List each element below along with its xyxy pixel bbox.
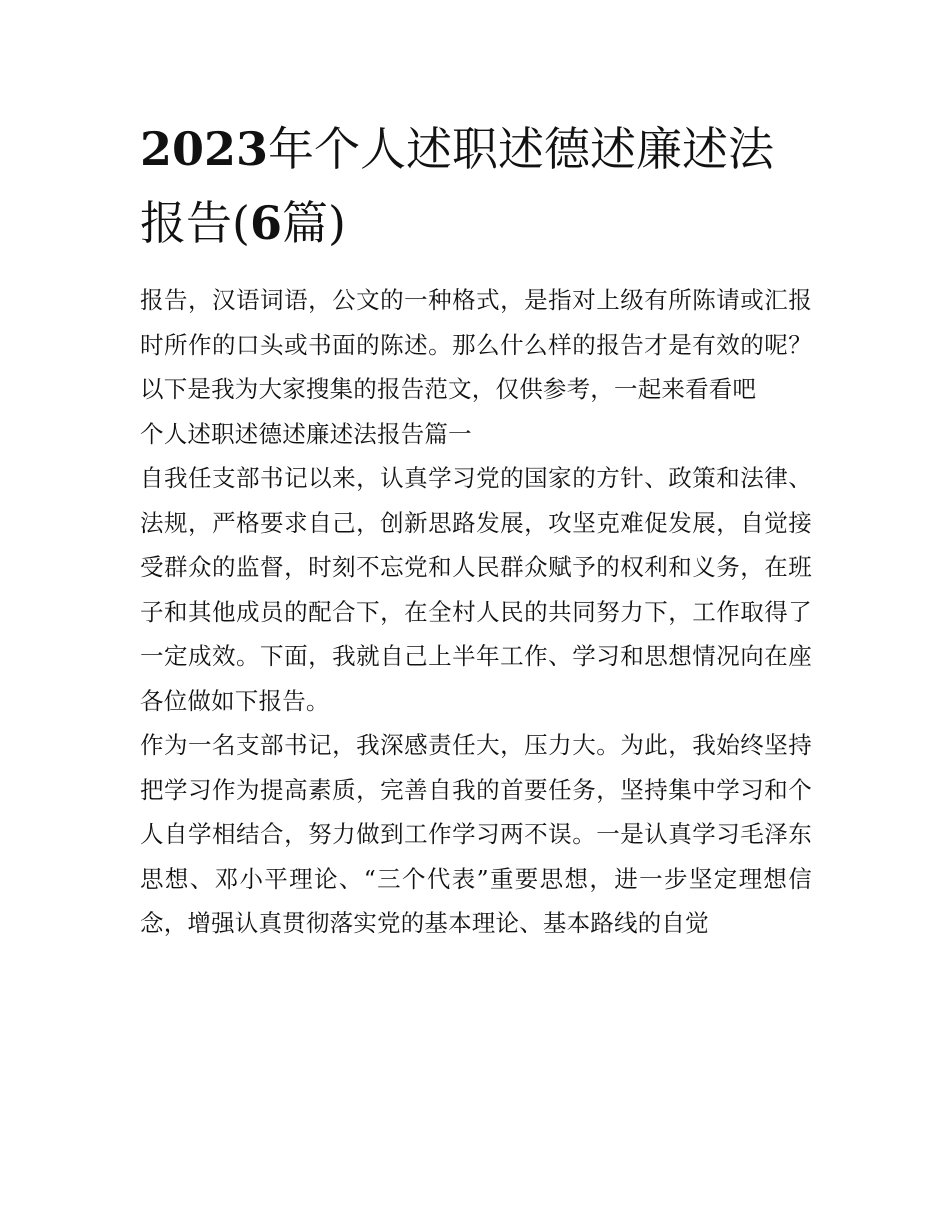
document-body — [140, 278, 812, 946]
title-count: 6 — [249, 196, 282, 250]
intro-paragraph: 报告，汉语词语，公文的一种格式，是指对上级有所陈请或汇报时所作的口头或书面的陈述。那么什么样的报告才是有效的呢？以下是我为大家搜集的报告范文，仅供参考，一起来看看吧 — [140, 286, 812, 403]
document-title — [140, 112, 820, 260]
body-paragraph: 作为一名支部书记，我深感责任大，压力大。为此，我始终坚持把学习作为提高素质，完善自我的首要任务，坚持集中学习和个人自学相结合，努力做到工作学习两不误。一是认真学习毛泽东思想、邓小平理论、“三个代表”重要思想，进一步坚定理想信念，增强认真贯彻落实党的基本理论、基本路线的自觉 — [140, 731, 812, 937]
title-suffix: 篇) — [281, 196, 346, 250]
body-paragraph: 自我任支部书记以来，认真学习党的国家的方针、政策和法律、法规，严格要求自己，创新思路发展，攻坚克难促发展，自觉接受群众的监督，时刻不忘党和人民群众赋予的权利和义务，在班子和其他成员的配合下，在全村人民的共同努力下，工作取得了一定成效。下面，我就自己上半年工作、学习和思想情况向在座各位做如下报告。 — [140, 464, 812, 715]
title-year: 2023 — [140, 122, 269, 176]
title-text: 年个人述职述德述廉述法报告( — [140, 122, 775, 250]
section-heading: 个人述职述德述廉述法报告篇一 — [140, 419, 472, 448]
